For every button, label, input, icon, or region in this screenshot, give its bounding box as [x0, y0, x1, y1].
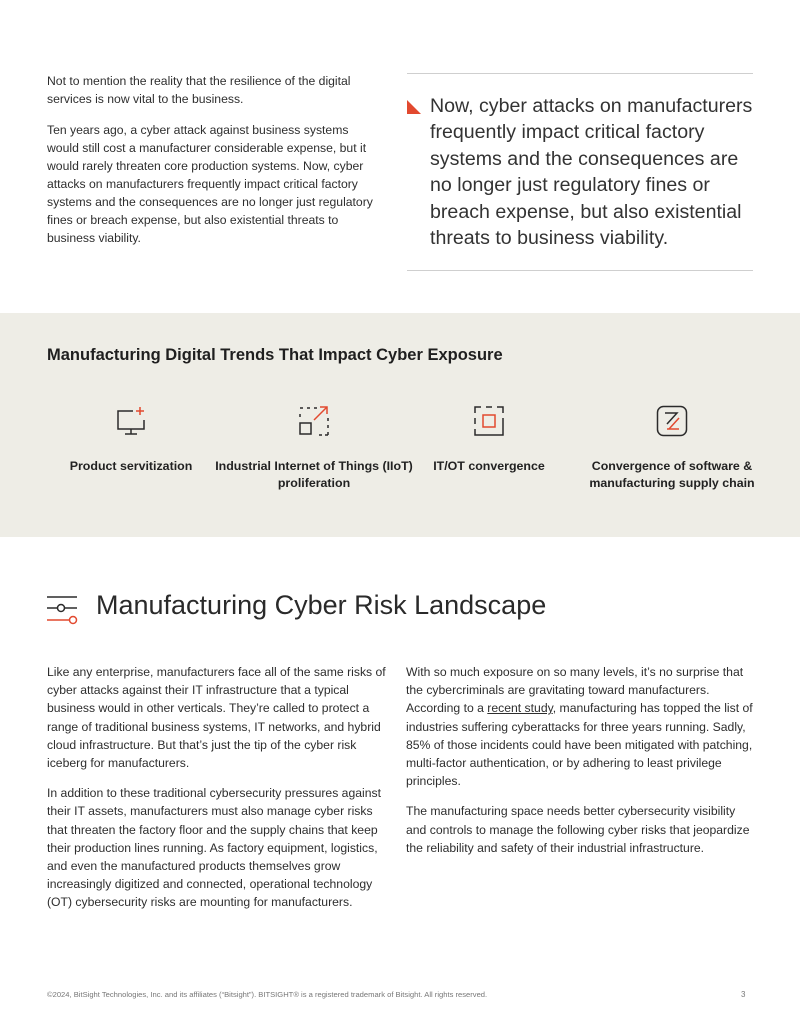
- footer-copyright: ©2024, BitSight Technologies, Inc. and its affiliates (“Bitsight”). BITSIGHT® is a registered trademark of Bitsight. All rights reserved.: [47, 990, 488, 999]
- expand-arrow-icon: [298, 405, 330, 437]
- body-paragraph: Like any enterprise, manufacturers face all of the same risks of cyber attacks against their IT infrastructure that a typical business would in other verticals. They’re called to protect a range of traditional business systems, IT networks, and hybrid cloud infrastructure. But that’s just the tip of the cyber risk iceberg for manufacturers.: [47, 665, 386, 771]
- sliders-icon: [45, 593, 79, 625]
- body-column-left: [47, 663, 392, 912]
- quote-mark-icon: [407, 100, 421, 114]
- trend-label: IT/OT convergence: [433, 459, 545, 473]
- trends-band: [0, 313, 800, 537]
- trend-label: Product servitization: [69, 459, 193, 473]
- page-number: 3: [741, 990, 746, 999]
- trend-label: Industrial Internet of Things (IIoT) proliferation: [215, 459, 413, 490]
- monitor-plus-icon: [115, 405, 147, 437]
- body-paragraph: The manufacturing space needs better cybersecurity visibility and controls to manage the following cyber risks that jeopardize the reliability and safety of their industrial infrastructure.: [406, 804, 750, 855]
- body-column-right: [406, 663, 758, 857]
- pull-quote-text: Now, cyber attacks on manufacturers frequently impact critical factory systems and the consequences are no longer just regulatory fines or breach expense, but also existential threats to business viability.: [430, 95, 753, 250]
- body-paragraph: [406, 663, 758, 790]
- focus-square-icon: [473, 405, 505, 437]
- text-span: With so much exposure on so many levels, it’s no surprise that the cybercriminals are gravitating toward manufacturers. According to a: [406, 665, 744, 716]
- trend-product-servitization: [31, 405, 231, 515]
- trends-title: Manufacturing Digital Trends That Impact Cyber Exposure: [47, 346, 503, 364]
- trend-it-ot-convergence: [389, 405, 589, 515]
- supply-chain-icon: [656, 405, 688, 437]
- section-title: Manufacturing Cyber Risk Landscape: [96, 590, 547, 620]
- trend-supply-chain-convergence: [572, 405, 772, 515]
- intro-text: [47, 72, 377, 247]
- pull-quote: [407, 73, 753, 271]
- text-span: , manufacturing has topped the list of industries suffering cyberattacks for three years running. Sadly, 85% of those incidents could have been mitigated with patching, multi-factor authentication, or by adhering to least privilege principles.: [406, 701, 753, 789]
- intro-paragraph: Not to mention the reality that the resilience of the digital services is now vital to the business.: [47, 74, 351, 106]
- intro-paragraph: Ten years ago, a cyber attack against business systems would still cost a manufacturer considerable expense, but it would rarely threaten core production systems. Now, cyber attacks on manufacturers frequently impact critical factory systems and the consequences are no longer just regulatory fines or breach expense, but also existential threats to business viability.: [47, 123, 373, 245]
- recent-study-link[interactable]: recent study: [487, 701, 553, 716]
- trend-label: Convergence of software & manufacturing supply chain: [589, 459, 755, 490]
- body-paragraph: In addition to these traditional cybersecurity pressures against their IT assets, manufacturers must also manage cyber risks that threaten the factory floor and the supply chains that keep their production lines running. As factory equipment, logistics, and even the manufactured products themselves grow increasingly digitized and connected, operational technology (OT) cybersecurity risks are mounting for manufacturers.: [47, 786, 381, 910]
- trend-iiot-proliferation: [214, 405, 414, 515]
